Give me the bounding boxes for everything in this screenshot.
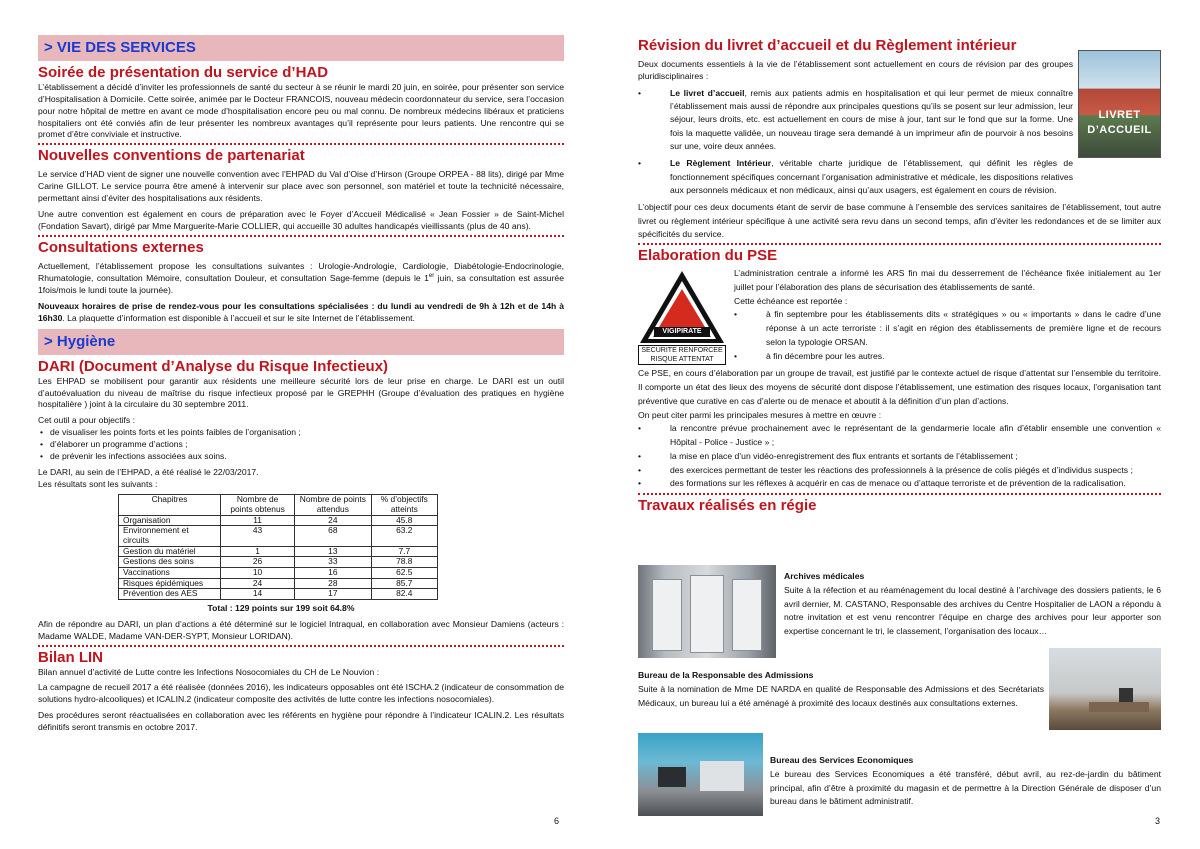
economic-services-office-photo xyxy=(638,733,763,816)
table-header: % d’objectifs atteints xyxy=(371,495,437,515)
pse-measures-list xyxy=(638,422,1161,491)
lin-text-1: Bilan annuel d’activité de Lutte contre les Infections Nosocomiales du CH de Le Nouvion : xyxy=(38,666,380,677)
table-header: Nombre de points attendus xyxy=(295,495,371,515)
list-item: • des exercices permettant de tester les réactions des professionnels à la présence de colis piégés et d’individus suspects ; xyxy=(638,464,1161,478)
conventions-heading: Nouvelles conventions de partenariat xyxy=(38,147,305,165)
left-page xyxy=(38,0,564,849)
list-item: • d’élaborer un programme d’actions ; xyxy=(38,439,564,451)
pse-text-3: Ce PSE, en cours d’élaboration par un groupe de travail, est justifié par le contexte actuel de risque d’attentat sur l’ensemble du territoire. Il comporte un état des lieux des moyens de sécurité dont dispose l’établissement, une estimation des risques locaux, l’organisation tant préventive que curative en cas d’alerte ou de menace et aboutit à la définition d’un plan d’actions. xyxy=(638,368,1161,406)
dari-text-2: Cet outil a pour objectifs : xyxy=(38,415,135,426)
lin-text-2: La campagne de recueil 2017 a été réalisée (données 2016), les indicateurs opposables ont été ISCHA.2 (indicateur de consommation de solutions hydro-alcooliques) et ICALIN.2 (indicateur composite des activités de lutte contre les infections nosocomiales). xyxy=(38,682,564,705)
divider xyxy=(38,235,564,237)
consultations-text-1: Actuellement, l’établissement propose les consultations suivantes : Urologie-Andrologie, Cardiologie, Diabétologie-Endocrinologie, Rhumatologie, consultation Mémoire, consultation Douleur, et consultation Sage-femme (depuis le 1er juin, sa consultation est assurée 1fois/mois le lundi toute la journée). xyxy=(38,260,564,296)
lin-heading: Bilan LIN xyxy=(38,648,104,666)
table-row: Environnement et circuits 43 68 63.2 xyxy=(119,526,438,546)
vigipirate-logo xyxy=(638,269,726,365)
revision-intro: Deux documents essentiels à la vie de l’établissement sont actuellement en cours de révision par des groupes pluridisciplinaires : xyxy=(638,59,1073,81)
pse-heading: Elaboration du PSE xyxy=(638,247,778,265)
admissions-text: Suite à la nomination de Mme DE NARDA en qualité de Responsable des Admissions et des Secrétariats Médicaux, un bureau lui a été aménagé à proximité des locaux destinés aux consultations externes. xyxy=(638,683,1044,708)
page-number: 3 xyxy=(1155,815,1161,826)
economic-services-text: Le bureau des Services Economiques a été transféré, début avril, au rez-de-jardin du bâtiment principal, afin d’être à proximité du magasin et de permettre à la Direction Générale de disposer d’un bureau dans le bâtiment administratif. xyxy=(770,768,1161,807)
booklet-title: LIVRET D’ACCUEIL xyxy=(1087,109,1152,137)
table-row: Risques épidémiques 24 28 85.7 xyxy=(119,578,438,589)
pse-text-4: On peut citer parmi les principales mesures à mettre en œuvre : xyxy=(638,409,882,420)
dari-results-table xyxy=(118,494,438,600)
archives-block xyxy=(784,570,1161,639)
vigipirate-caption: SECURITE RENFORCEE RISQUE ATTENTAT xyxy=(638,345,726,365)
dari-total: Total : 129 points sur 199 soit 64.8% xyxy=(207,603,355,614)
table-row: Vaccinations 10 16 62.5 xyxy=(119,568,438,579)
list-item: • de prévenir les infections associées aux soins. xyxy=(38,451,564,463)
archives-title: Archives médicales xyxy=(784,571,865,581)
vigipirate-label: VIGIPIRATE xyxy=(662,328,702,336)
section-band-hygiene: > Hygiène xyxy=(38,329,564,355)
dari-heading: DARI (Document d’Analyse du Risque Infectieux) xyxy=(38,357,389,375)
revision-heading: Révision du livret d’accueil et du Règlement intérieur xyxy=(638,37,1017,54)
pse-deadlines-list xyxy=(734,308,1161,363)
archives-photo xyxy=(638,565,776,658)
list-item: • Le livret d’accueil, remis aux patients admis en hospitalisation et qui leur permet de mieux connaître l’établissement mais aussi de répondre aux principales questions qu’ils se posent sur leur admission, leur séjour, leurs droits, etc. est actuellement en cours de mise à jour, tant sur le fond que sur la forme. Une fois la maquette validée, un nouveau tirage sera demandé à un imprimeur afin de pourvoir à nos besoins sur une, voire deux années. xyxy=(638,87,1073,154)
section-band-vie-des-services: > VIE DES SERVICES xyxy=(38,35,564,61)
consultations-text-2: Nouveaux horaires de prise de rendez-vous pour les consultations spécialisées : du lundi au vendredi de 9h à 12h et de 14h à 16h30. La plaquette d’information est disponible à l’accueil et sur le site Internet de l’établissement. xyxy=(38,301,564,323)
had-heading: Soirée de présentation du service d’HAD xyxy=(38,64,329,81)
list-item: • Le Règlement Intérieur, véritable charte juridique de l’établissement, qui définit les règles de fonctionnement spécifiques concernant l’organisation administrative et médicale, les dispositions relatives aux personnels médicaux et non médicaux, ainsi qu’aux usagers, est également en cours de révision. xyxy=(638,157,1073,197)
table-header: Nombre de points obtenus xyxy=(221,495,295,515)
list-item: • la mise en place d’un vidéo-enregistrement des flux entrants et sortants de l’établissement ; xyxy=(638,450,1161,464)
list-item: • à fin décembre pour les autres. xyxy=(734,350,1161,364)
table-row: Gestion du matériel 1 13 7.7 xyxy=(119,546,438,557)
revision-list xyxy=(638,87,1073,198)
dari-text-1: Les EHPAD se mobilisent pour garantir aux résidents une meilleure sécurité lors de leur prise en charge. Le DARI est un outil d’autoévaluation du niveau de maîtrise du risque infectieux proposé par le GREPHH (Groupe d’évaluation des pratiques en hygiène hospitalière ) joint à la circulaire du 30 septembre 2011. xyxy=(38,375,564,410)
had-text: L’établissement a décidé d’inviter les professionnels de santé du secteur à se réunir le mardi 20 juin, en soirée, pour présenter son service d’Hospitalisation à Domicile. Cette soirée, animée par le Docteur FRANCOIS, nouveau médecin coordonnateur du service, sera l’occasion pour notre hôpital de mettre en avant ce mode d’hospitalisation encore peu ou mal connu. De nombreux médecins libéraux et praticiens hospitaliers ont été conviés afin de leur présenter les nombreux avantages qu’il représente pour leurs patients. Une rencontre qui se promet d’être conviviale et instructive. xyxy=(38,82,564,140)
pse-block xyxy=(638,267,1161,363)
livret-accueil-cover-image xyxy=(1078,50,1161,158)
divider xyxy=(638,243,1161,245)
list-item: • à fin septembre pour les établissements dits « stratégiques » ou « importants » dans le cadre d’une réponse à un acte terroriste : il s’agit en région des établissements de première ligne et de recours selon la typologie ORSAN. xyxy=(734,308,1161,349)
lin-text-3: Des procédures seront réactualisées en collaboration avec les référents en hygiène pour répondre à l’indicateur ICALIN.2. Les résultats définitifs seront transmis en octobre 2017. xyxy=(38,710,564,733)
dari-text-4: Les résultats sont les suivants : xyxy=(38,478,158,489)
revision-text: L’objectif pour ces deux documents étant de servir de base commune à l’ensemble des services sanitaires de l’établissement, tout autre livret ou règlement intérieur spécifique à une activité sera revu dans un second temps, afin d’éviter les redondances et de se limiter aux spécificités du service. xyxy=(638,202,1161,239)
dari-text-5: Afin de répondre au DARI, un plan d’actions a été déterminé sur le logiciel Intraqual, en collaboration avec Monsieur Damiens (acteurs : Madame WALDE, Madame VAN-DER-SYPT, Monsieur LORIDAN). xyxy=(38,618,564,641)
dari-text-3: Le DARI, au sein de l’EHPAD, a été réalisé le 22/03/2017. xyxy=(38,466,259,477)
archives-text: Suite à la réfection et au réaménagement du local destiné à l’archivage des dossiers patients, le 6 avril dernier, M. CASTANO, Responsable des archives du Centre Hospitalier de LAON a répondu à notre invitation et est venu rencontrer l’équipe en charge des archives pour leur apporter son expertise concernant le tri, le classement, l’organisation des locaux… xyxy=(784,584,1161,636)
table-row: Gestions des soins 26 33 78.8 xyxy=(119,557,438,568)
conventions-text-1: Le service d’HAD vient de signer une nouvelle convention avec l’EHPAD du Val d’Oise d’Hirson (Groupe ORPEA - 88 lits), dirigé par Mme Carine GILLOT. Le service pourra être amené à intervenir sur place avec son personnel, son matériel et toute la technicité nécessaire, permettant ainsi d’éviter des hospitalisations aux résidents. xyxy=(38,169,564,204)
table-row: Prévention des AES 14 17 82.4 xyxy=(119,589,438,600)
economic-services-title: Bureau des Services Economiques xyxy=(770,755,914,765)
dari-objectives-list xyxy=(38,427,564,463)
right-page xyxy=(638,0,1161,849)
travaux-heading: Travaux réalisés en régie xyxy=(638,497,817,515)
divider xyxy=(638,493,1161,495)
divider xyxy=(38,143,564,145)
list-item: • de visualiser les points forts et les points faibles de l’organisation ; xyxy=(38,427,564,439)
consultations-heading: Consultations externes xyxy=(38,238,204,256)
pse-intro xyxy=(734,267,1161,363)
list-item: • des formations sur les réflexes à acquérir en cas de menace ou d’attaque terroriste et de prévention de la radicalisation. xyxy=(638,477,1161,491)
conventions-text-2: Une autre convention est également en cours de préparation avec le Foyer d’Accueil Médicalisé « Jean Fossier » de Saint-Michel (Fondation Savart), dirigé par Mme Marguerite-Marie COLLIER, qui accueille 30 adultes handicapés vieillissants (plus de 40 ans). xyxy=(38,208,564,231)
divider xyxy=(38,645,564,647)
table-row: Organisation 11 24 45.8 xyxy=(119,515,438,526)
page-number: 6 xyxy=(554,815,560,826)
admissions-block xyxy=(638,669,1044,710)
list-item: • la rencontre prévue prochainement avec le représentant de la gendarmerie locale afin d’établir ensemble une convention « Hôpital - Police - Justice » ; xyxy=(638,422,1161,450)
economic-services-block xyxy=(770,754,1161,809)
admissions-title: Bureau de la Responsable des Admissions xyxy=(638,670,814,680)
pse-text-1: L’administration centrale a informé les ARS fin mai du desserrement de l’échéance fixée initialement au 1er juillet pour l’élaboration des plans de sécurisation des établissements de santé. xyxy=(734,268,1161,292)
table-header: Chapitres xyxy=(119,495,221,515)
pse-text-2: Cette échéance est reportée : xyxy=(734,295,848,306)
admissions-office-photo xyxy=(1049,648,1161,730)
